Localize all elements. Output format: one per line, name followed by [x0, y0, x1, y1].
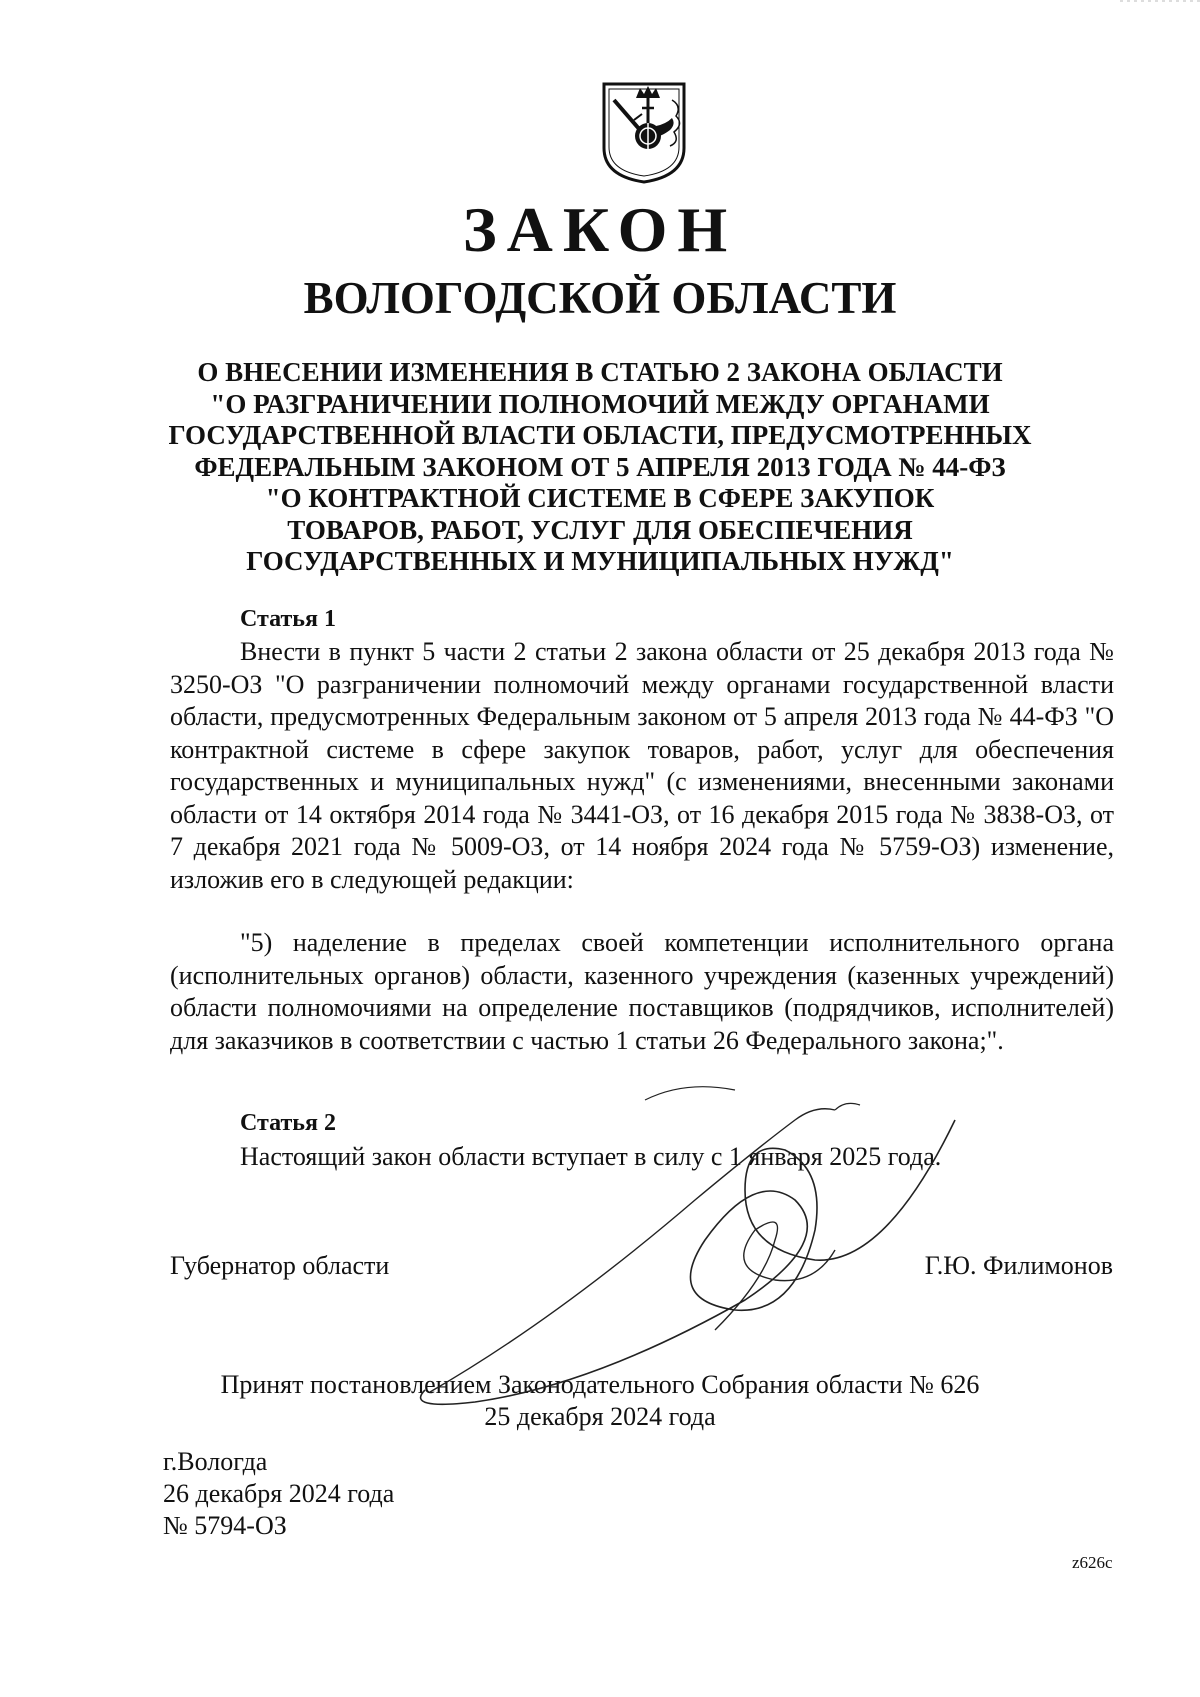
document-title: ЗАКОН [462, 194, 738, 265]
adoption-line-1: Принят постановлением Законодательного Собрания области № 626 [220, 1370, 980, 1399]
signatory-name: Г.Ю. Филимонов [924, 1251, 1113, 1280]
article-1-paragraph-1: Внести в пункт 5 части 2 статьи 2 закона области от 25 декабря 2013 года № 3250-ОЗ "О разграничении полномочий между органами государственной власти области, предусмотренных Федеральным законом от 5 апреля 2013 года № 44-ФЗ "О контрактной системе в сфере закупок товаров, работ, услуг для обеспечения государственных и муниципальных нужд" (с изменениями, внесенными законами области от 14 октября 2014 года № 3441-ОЗ, от 16 декабря 2015 года № 3838-ОЗ, от 7 декабря 2021 года № 5009-ОЗ, от 14 ноября 2024 года № 5759-ОЗ) изменение, изложив его в следующей редакции: [170, 637, 1114, 894]
document-subtitle: ВОЛОГОДСКОЙ ОБЛАСТИ [303, 273, 897, 323]
signatory-position: Губернатор области [170, 1251, 390, 1280]
law-heading-line: ФЕДЕРАЛЬНЫМ ЗАКОНОМ ОТ 5 АПРЕЛЯ 2013 ГОДА № 44-ФЗ [194, 451, 1006, 482]
article-2-title: Статья 2 [240, 1110, 336, 1136]
scan-edge-mark [1060, 0, 1200, 6]
law-heading-line: О ВНЕСЕНИИ ИЗМЕНЕНИЯ В СТАТЬЮ 2 ЗАКОНА ОБЛАСТИ [197, 357, 1003, 387]
place-date: 26 декабря 2024 года [163, 1479, 395, 1508]
law-heading [150, 357, 1050, 578]
law-heading-line: "О КОНТРАКТНОЙ СИСТЕМЕ В СФЕРЕ ЗАКУПОК [265, 483, 935, 513]
place-city: г.Вологда [163, 1447, 268, 1476]
article-1-paragraph-2: "5) наделение в пределах своей компетенции исполнительного органа (исполнительных органов) области, казенного учреждения (казенных учреждений) области полномочиями на определение поставщиков (подрядчиков, исполнителей) для заказчиков в соответствии с частью 1 статьи 26 Федерального закона;". [170, 928, 1114, 1055]
coat-of-arms-emblem [600, 80, 688, 185]
article-2-text: Настоящий закон области вступает в силу с 1 января 2025 года. [240, 1142, 942, 1171]
handwritten-signature [415, 1080, 975, 1410]
footer-code: z626c [1072, 1553, 1113, 1572]
law-heading-line: "О РАЗГРАНИЧЕНИИ ПОЛНОМОЧИЙ МЕЖДУ ОРГАНАМИ [210, 388, 990, 419]
law-heading-line: ГОСУДАРСТВЕННОЙ ВЛАСТИ ОБЛАСТИ, ПРЕДУСМОТРЕННЫХ [168, 420, 1032, 450]
article-1-title: Статья 1 [240, 606, 336, 632]
law-heading-line: ГОСУДАРСТВЕННЫХ И МУНИЦИПАЛЬНЫХ НУЖД" [246, 546, 954, 576]
adoption-line-2: 25 декабря 2024 года [484, 1402, 716, 1431]
law-heading-line: ТОВАРОВ, РАБОТ, УСЛУГ ДЛЯ ОБЕСПЕЧЕНИЯ [287, 514, 913, 545]
law-number: № 5794-ОЗ [163, 1511, 287, 1540]
